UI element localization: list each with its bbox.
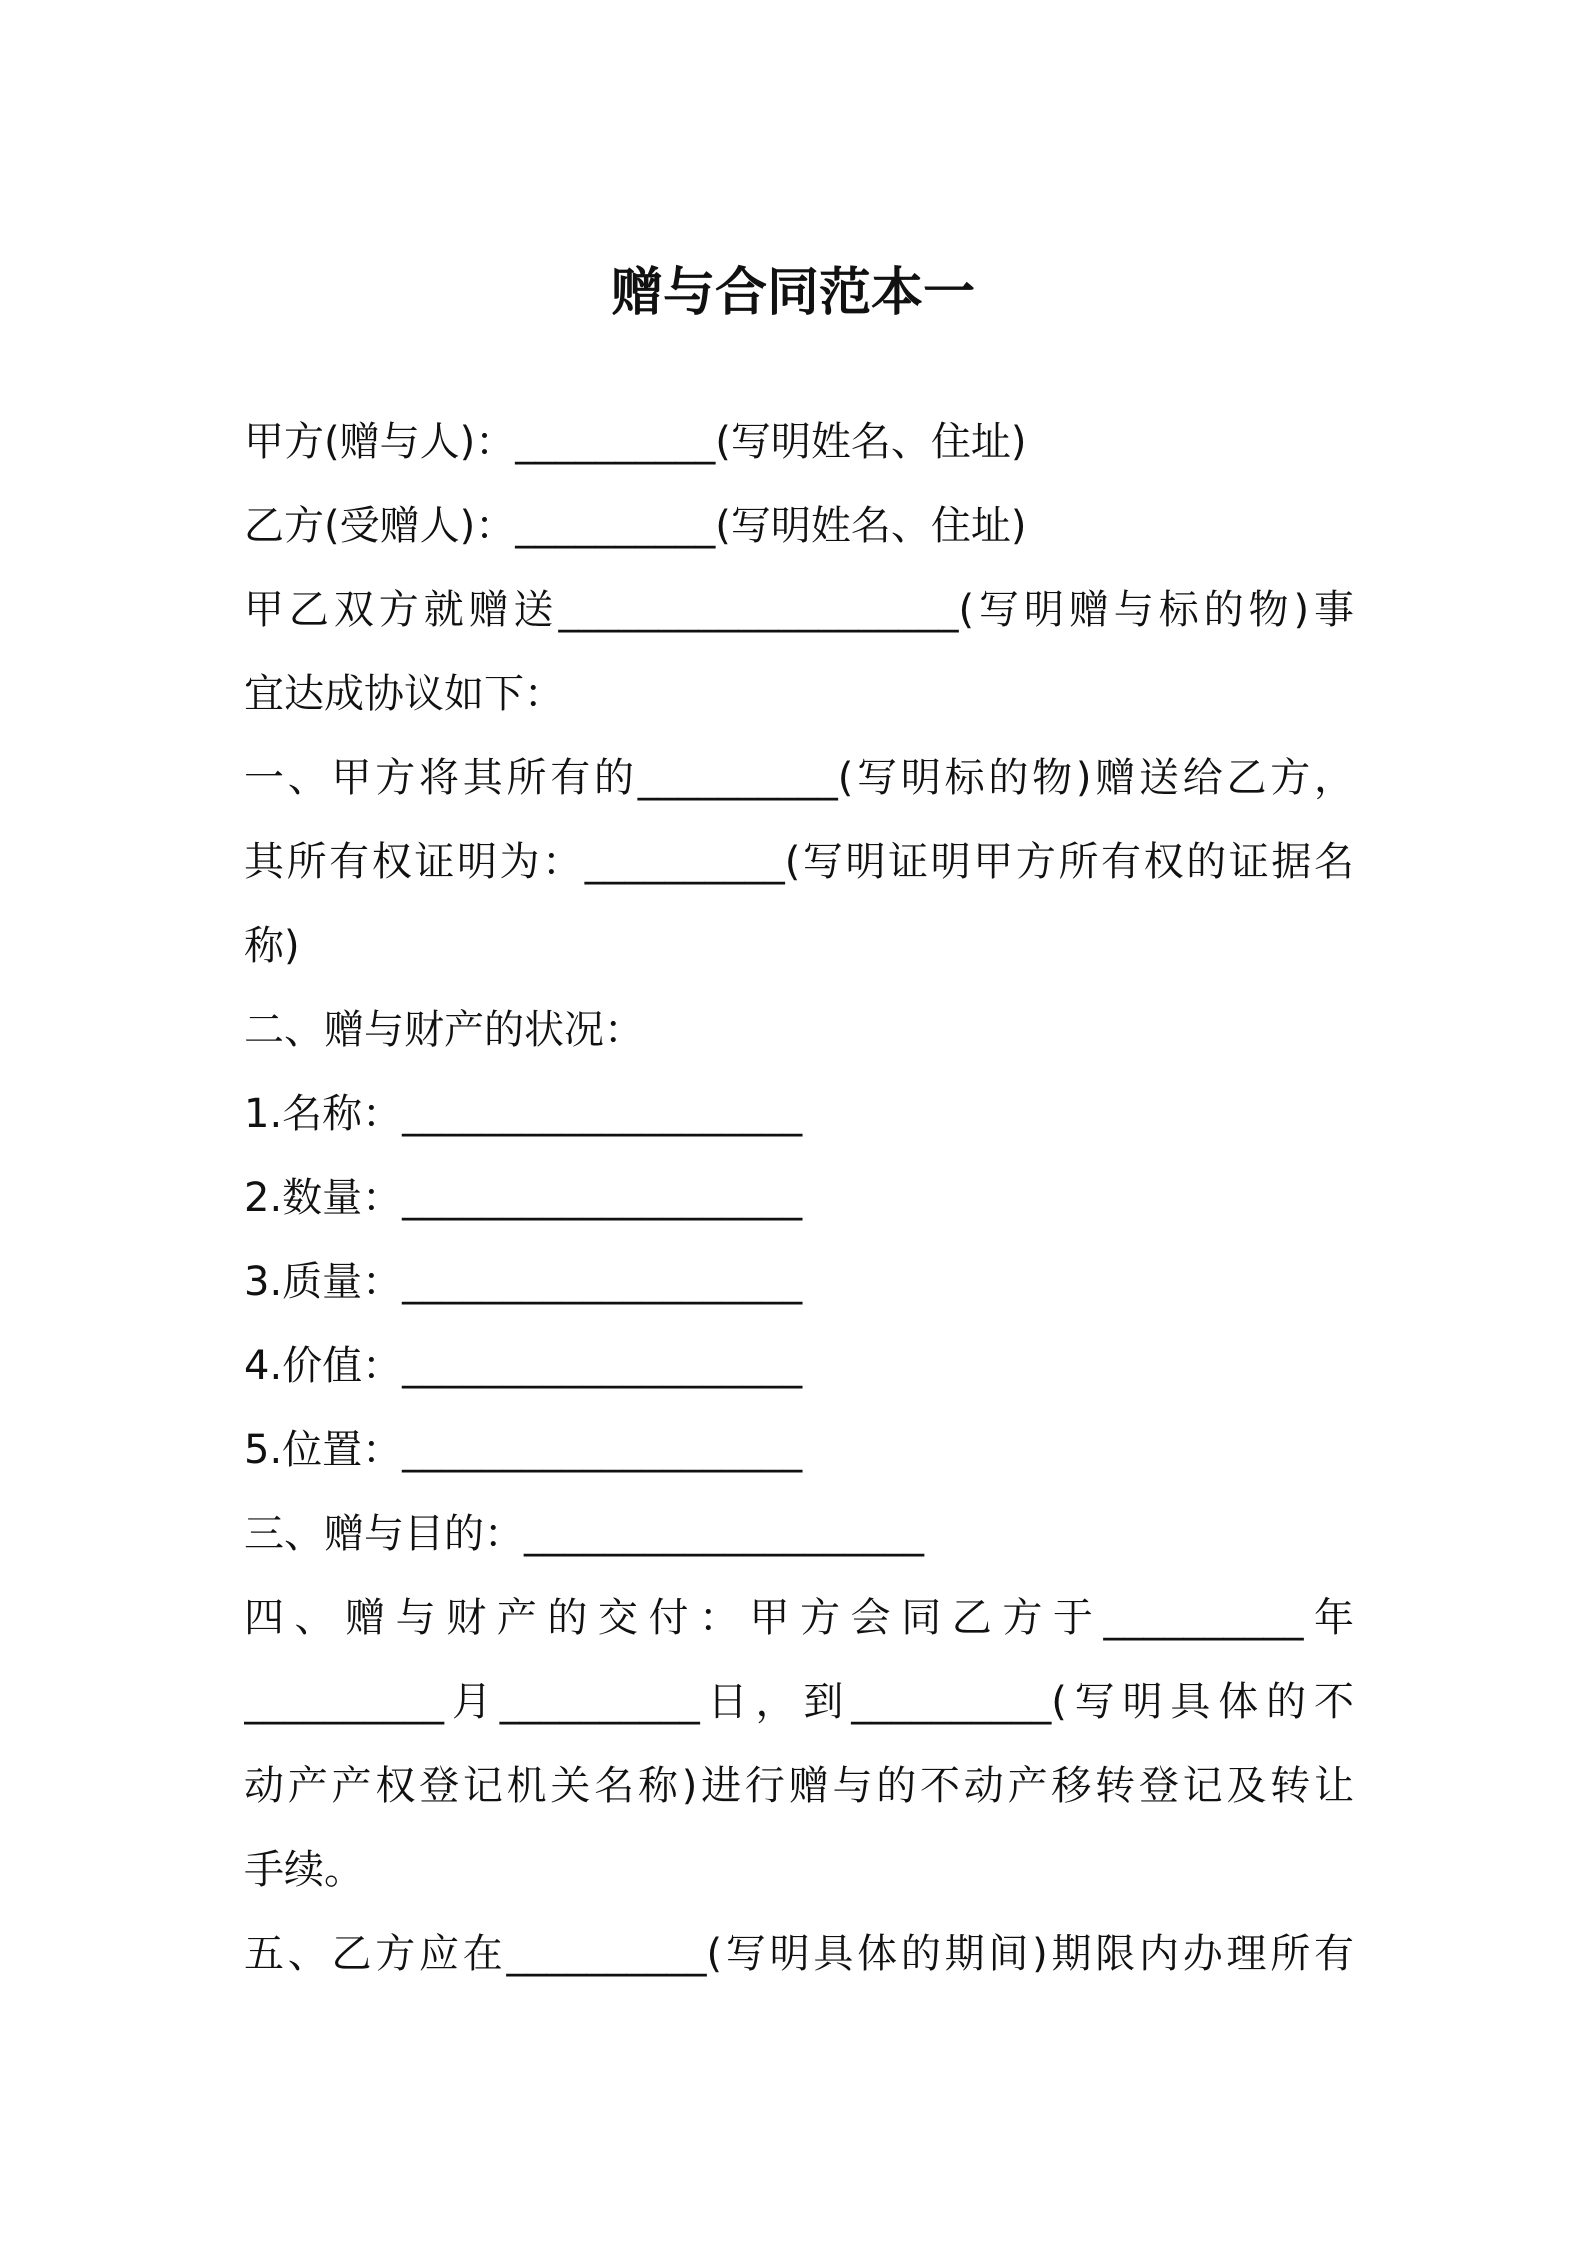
text-line: 动产产权登记机关名称)进行赠与的不动产移转登记及转让 [244, 1763, 1354, 1809]
text-line: 其所有权证明为：__________(写明证明甲方所有权的证据名 [244, 839, 1354, 885]
text-line: 手续。 [244, 1847, 364, 1893]
text-line: 四、赠与财产的交付：甲方会同乙方于__________年 [244, 1595, 1354, 1641]
text-line: __________月__________日，到__________(写明具体的不 [244, 1679, 1354, 1725]
text-line: 4.价值：____________________ [244, 1343, 803, 1389]
text-line: 三、赠与目的：____________________ [244, 1511, 924, 1557]
text-line: 宜达成协议如下： [244, 671, 564, 717]
text-line: 甲方(赠与人)：__________(写明姓名、住址) [244, 419, 1027, 465]
text-line: 五、乙方应在__________(写明具体的期间)期限内办理所有 [244, 1931, 1354, 1977]
text-line: 3.质量：____________________ [244, 1259, 803, 1305]
text-line: 乙方(受赠人)：__________(写明姓名、住址) [244, 503, 1027, 549]
text-line: 1.名称：____________________ [244, 1091, 803, 1137]
text-line: 二、赠与财产的状况： [244, 1007, 644, 1053]
text-line: 5.位置：____________________ [244, 1427, 803, 1473]
text-line: 称) [244, 923, 300, 969]
document-title: 赠与合同范本一 [610, 263, 975, 323]
text-line: 一、甲方将其所有的__________(写明标的物)赠送给乙方， [244, 755, 1354, 801]
text-line: 2.数量：____________________ [244, 1175, 803, 1221]
text-line: 甲乙双方就赠送____________________(写明赠与标的物)事 [244, 587, 1354, 633]
